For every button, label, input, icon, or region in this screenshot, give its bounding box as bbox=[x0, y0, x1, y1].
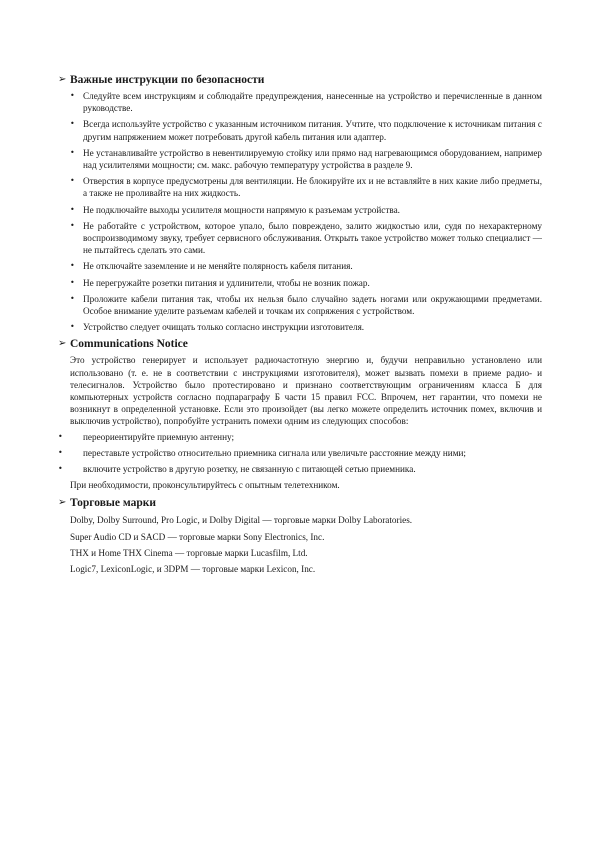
bullet-dot-icon: • bbox=[70, 277, 75, 287]
list-item-text: Не подключайте выходы усилителя мощности напрямую к разъемам устройства. bbox=[83, 204, 400, 215]
list-item-text: Не отключайте заземление и не меняйте полярность кабеля питания. bbox=[83, 261, 353, 272]
fcc-list bbox=[58, 431, 542, 476]
list-item-text: включите устройство в другую розетку, не связанную с питающей сетью приемника. bbox=[83, 464, 416, 475]
list-item bbox=[58, 431, 542, 443]
section-title-safety: Важные инструкции по безопасности bbox=[70, 74, 265, 86]
list-item-text: Отверстия в корпусе предусмотрены для вентиляции. Не блокируйте их и не вставляйте в них какие либо предметы, а также не проливайте на них жидкость. bbox=[83, 176, 542, 199]
list-item bbox=[58, 293, 542, 317]
safety-list bbox=[58, 90, 542, 333]
bullet-dot-icon: • bbox=[70, 293, 75, 303]
section-title-trademarks: Торговые марки bbox=[70, 497, 157, 510]
trademark-line: Super Audio CD и SACD — торговые марки Sony Electronics, Inc. bbox=[70, 531, 325, 542]
list-item-text: Следуйте всем инструкциям и соблюдайте предупреждения, нанесенные на устройство и перечисленные в данном руководстве. bbox=[83, 91, 542, 114]
list-item bbox=[58, 118, 542, 142]
bullet-dot-icon: • bbox=[70, 322, 75, 332]
bullet-dot-icon: • bbox=[70, 220, 75, 230]
list-item bbox=[58, 147, 542, 171]
list-item-text: переориентируйте приемную антенну; bbox=[83, 431, 235, 442]
list-item bbox=[58, 447, 542, 459]
list-item-text: Проложите кабели питания так, чтобы их нельзя было случайно задеть ногами или окружающими предметами. Особое внимание уделите разъемам кабелей и точкам их сопряжения с устройством. bbox=[83, 293, 542, 317]
list-item bbox=[58, 204, 542, 216]
fcc-outro-paragraph: При необходимости, проконсультируйтесь с опытным телетехником. bbox=[70, 480, 340, 491]
arrow-bullet-icon: ➢ bbox=[58, 74, 67, 85]
list-item-text: Не устанавливайте устройство в невентилируемую стойку или прямо над нагревающимся оборудованием, например над усилителями мощности; см. макс. рабочую температуру устройства в разделе 9. bbox=[83, 147, 542, 171]
arrow-bullet-icon: ➢ bbox=[58, 497, 67, 509]
page-content bbox=[58, 73, 542, 579]
list-item bbox=[58, 277, 542, 289]
trademark-line: Dolby, Dolby Surround, Pro Logic, и Dolby Digital — торговые марки Dolby Laboratories. bbox=[70, 515, 413, 526]
fcc-intro-paragraph: Это устройство генерирует и использует радиочастотную энергию и, будучи неправильно установлено или использовано (т. е. не в соответствии с инструкциями изготовителя), может вызвать помехи в приеме радио- и телесигналов. Устройство было протестировано и признано соответствующим ограничениям класса Б для компьютерных устройств согласно подпараграфу Б части 15 правил FCC. Впрочем, нет гарантии, что помехи не возникнут в определенной установке. Если это произойдет (вы легко можете определить источник помех, включив и выключив устройство), попробуйте устранить помехи одним из следующих способов: bbox=[70, 355, 542, 427]
bullet-dot-icon: • bbox=[58, 464, 63, 474]
list-item-text: переставьте устройство относительно приемника сигнала или увеличьте расстояние между ними; bbox=[83, 447, 466, 458]
list-item bbox=[58, 90, 542, 114]
trademark-line: THX и Home THX Cinema — торговые марки Lucasfilm, Ltd. bbox=[70, 547, 308, 558]
list-item-text: Не работайте с устройством, которое упало, было повреждено, залито жидкостью или, судя по нехарактерному воспроизводимому звуку, требует сервисного обслуживания. Открыть такое устройство может только специалист — не пытайтесь сделать это сами. bbox=[83, 220, 542, 256]
trademark-line: Logic7, LexiconLogic, и 3DPM — торговые марки Lexicon, Inc. bbox=[70, 564, 316, 575]
section-heading-safety bbox=[58, 73, 542, 87]
list-item bbox=[58, 260, 542, 272]
bullet-dot-icon: • bbox=[58, 447, 63, 457]
section-title-fcc: Communications Notice bbox=[70, 338, 188, 351]
list-item bbox=[58, 463, 542, 475]
bullet-dot-icon: • bbox=[70, 176, 75, 186]
list-item bbox=[58, 175, 542, 199]
bullet-dot-icon: • bbox=[70, 147, 75, 157]
bullet-dot-icon: • bbox=[58, 431, 63, 441]
section-heading-trademarks bbox=[58, 496, 542, 510]
section-heading-fcc bbox=[58, 337, 542, 351]
bullet-dot-icon: • bbox=[70, 261, 75, 271]
list-item bbox=[58, 321, 542, 333]
arrow-bullet-icon: ➢ bbox=[58, 338, 67, 350]
list-item-text: Всегда используйте устройство с указанным источником питания. Учтите, что подключение к источникам питания с другим напряжением может потребовать другой кабель питания или адаптер. bbox=[83, 119, 542, 142]
bullet-dot-icon: • bbox=[70, 91, 75, 100]
bullet-dot-icon: • bbox=[70, 204, 75, 214]
bullet-dot-icon: • bbox=[70, 119, 75, 129]
list-item-text: Устройство следует очищать только согласно инструкции изготовителя. bbox=[83, 322, 365, 333]
list-item-text: Не перегружайте розетки питания и удлинители, чтобы не возник пожар. bbox=[83, 277, 370, 288]
trademarks-block bbox=[58, 514, 542, 575]
list-item bbox=[58, 220, 542, 257]
